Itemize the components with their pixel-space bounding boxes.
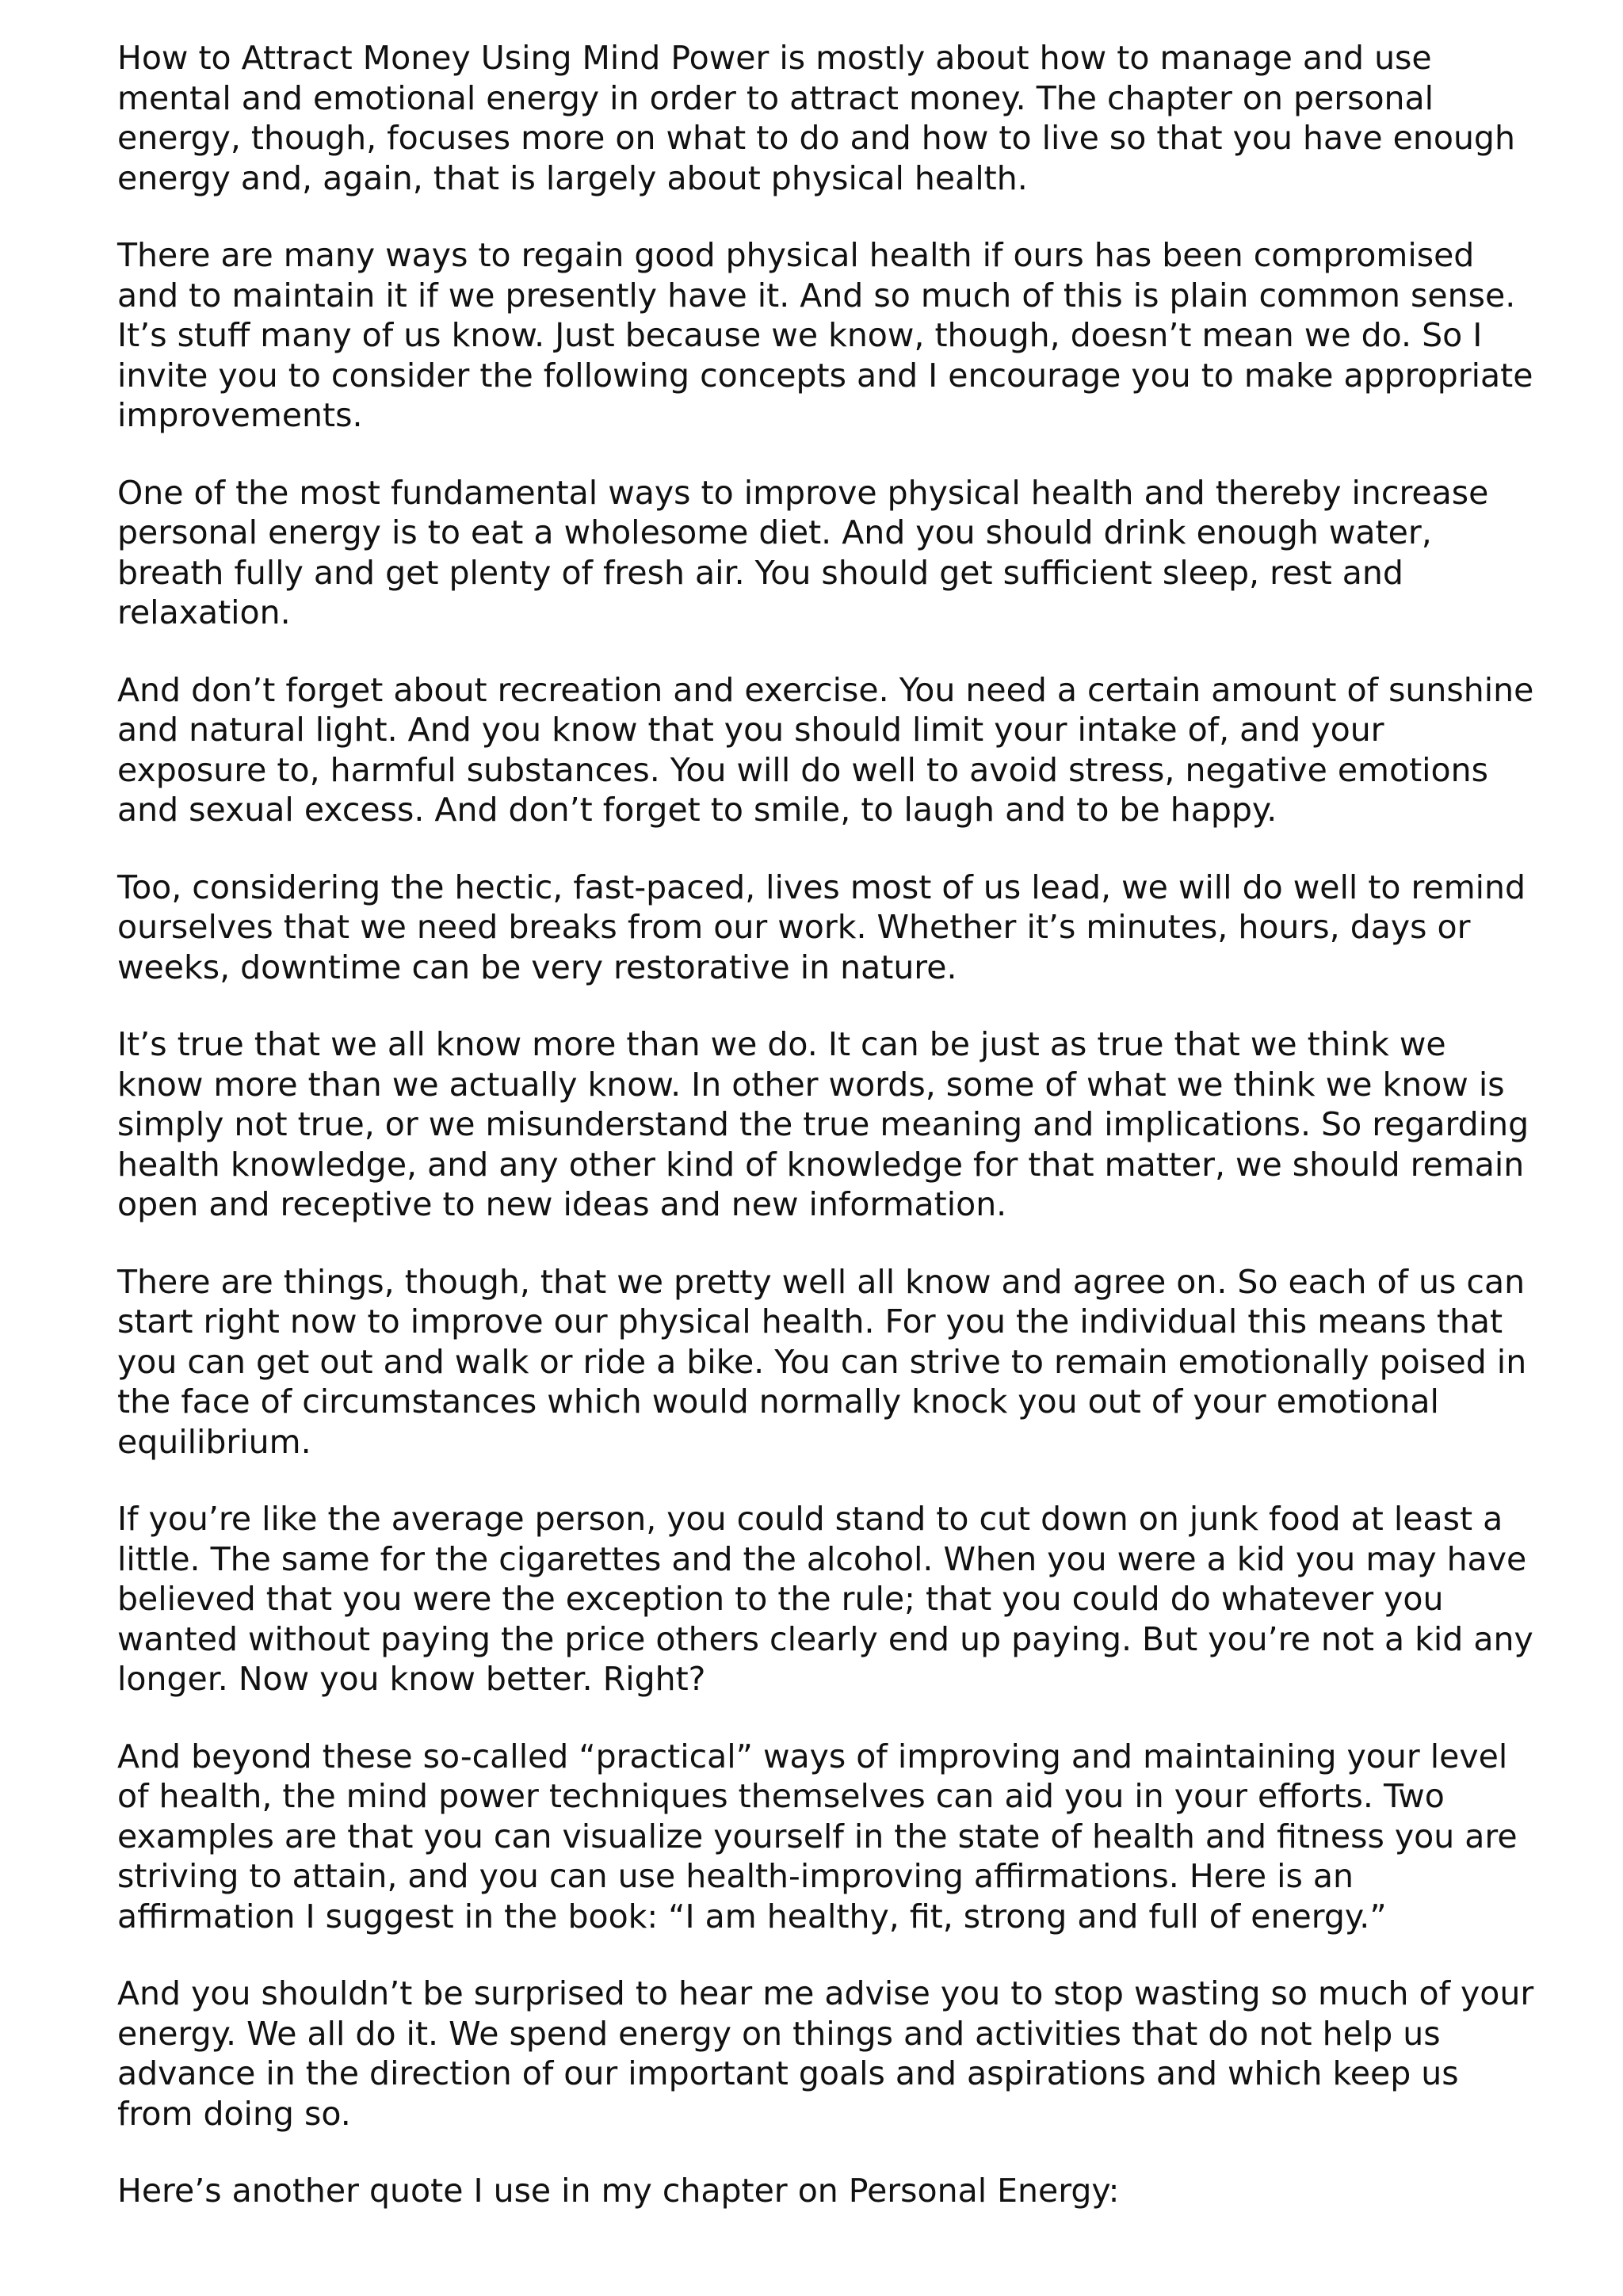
document-body xyxy=(117,38,1536,2211)
paragraph-knowledge: It’s true that we all know more than we do. It can be just as true that we think we know more than we actually know. In other words, some of what we think we know is simply not true, or we misunderstand the true meaning and implications. So regarding health knowledge, and any other kind of knowledge for that matter, we should remain open and receptive to new ideas and new information. xyxy=(117,1025,1529,1223)
paragraph-intro: How to Attract Money Using Mind Power is mostly about how to manage and use mental and emotional energy in order to attract money. The chapter on personal energy, though, focuses more on what to do and how to live so that you have enough energy and, again, that is largely about physical health. xyxy=(117,39,1515,197)
paragraph-agree-on: There are things, though, that we pretty well all know and agree on. So each of us can start right now to improve our physical health. For you the individual this means that you can get out and walk or ride a bike. You can strive to remain emotionally poised in the face of circumstances which would normally knock you out of your emotional equilibrium. xyxy=(117,1262,1527,1461)
paragraph-wholesome-diet: One of the most fundamental ways to improve physical health and thereby increase personal energy is to eat a wholesome diet. And you should drink enough water, breath fully and get plenty of fresh air. You should get sufficient sleep, rest and relaxation. xyxy=(117,473,1489,631)
paragraph-recreation-exercise: And don’t forget about recreation and exercise. You need a certain amount of sunshine and natural light. And you know that you should limit your intake of, and your exposure to, harmful substances. You will do well to avoid stress, negative emotions and sexual excess. And don’t forget to smile, to laugh and to be happy. xyxy=(117,670,1534,829)
paragraph-average-person: If you’re like the average person, you could stand to cut down on junk food at least a little. The same for the cigarettes and the alcohol. When you were a kid you may have believed that you were the exception to the rule; that you could do whatever you wanted without paying the price others clearly end up paying. But you’re not a kid any longer. Now you know better. Right? xyxy=(117,1500,1533,1698)
paragraph-wasting-energy: And you shouldn’t be surprised to hear me advise you to stop wasting so much of your energy. We all do it. We spend energy on things and activities that do not help us advance in the direction of our important goals and aspirations and which keep us from doing so. xyxy=(117,1974,1534,2133)
paragraph-breaks: Too, considering the hectic, fast-paced, lives most of us lead, we will do well to remind ourselves that we need breaks from our work. Whether it’s minutes, hours, days or weeks, downtime can be very restorative in nature. xyxy=(117,868,1526,986)
paragraph-another-quote: Here’s another quote I use in my chapter on Personal Energy: xyxy=(117,2172,1120,2210)
paragraph-regain-health: There are many ways to regain good physical health if ours has been compromised and to maintain it if we presently have it. And so much of this is plain common sense. It’s stuff many of us know. Just because we know, though, doesn’t mean we do. So I invite you to consider the following concepts and I encourage you to make appropriate improvements. xyxy=(117,236,1533,434)
paragraph-mind-power-techniques: And beyond these so-called “practical” ways of improving and maintaining your level of health, the mind power techniques themselves can aid you in your efforts. Two examples are that you can visualize yourself in the state of health and fitness you are striving to attain, and you can use health-improving affirmations. Here is an affirmation I suggest in the book: “I am healthy, fit, strong and full of energy.” xyxy=(117,1737,1518,1936)
